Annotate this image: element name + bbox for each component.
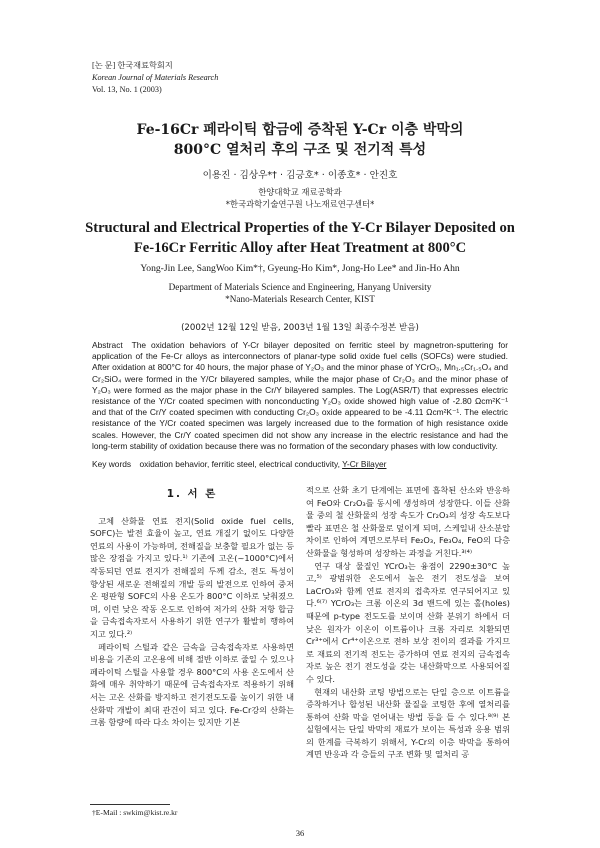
intro-paragraph-4: 연구 대상 물질인 YCrO₃는 융점이 2290±30°C 높고,⁵⁾ 광범위한 온도에서 높은 전기 전도성을 보여 LaCrO₃와 함께 연료 전지의 접촉자로 연구되어지고 있다.⁶⁽⁷⁾ YCrO₃는 크롬 이온의 3d 밴드에 있는 홀(holes) 때문에 p-type 전도도를 보이며 산화 분위기 하에서 더 낮은 원자가 이온이 이트륨이나 크롬 자리로 치환되면 Cr³⁺에서 Cr⁴⁺이온으로 전하 보상 전이의 결과를 가지므로 재료의 전기적 전도는 증가하며 연료 전지의 금속접속자로 높은 전기 전도성을 갖는 내산화막으로 사용되어질 수 있다. xyxy=(306,560,510,684)
keywords-label: Key words xyxy=(92,459,132,469)
page-number: 36 xyxy=(295,828,305,838)
intro-paragraph-2: 페라이틱 스틸과 같은 금속을 금속접속자로 사용하면 비용을 기존의 고온용에 비해 절반 이하로 줄일 수 있으나 페라이틱 스틸을 사용할 경우 800°C의 사용 온도에서 산화에 매우 취약하기 때문에 금속접속자로 적용하기 위해서는 고온 산화를 방지하고 전기전도도를 높이기 위한 내산화막 개발이 최대 관건이 되고 있다. Fe-Cr강의 산화는 크롬 함량에 따라 다소 차이는 있지만 기본 xyxy=(90,641,294,728)
korean-affiliation-1: 한양대학교 재료공학과 xyxy=(258,187,342,197)
abstract xyxy=(92,340,508,452)
english-title-line1: Structural and Electrical Properties of the Y-Cr Bilayer Deposited on xyxy=(85,220,515,236)
journal-korean-name: [논 문] 한국재료학회지 xyxy=(92,61,173,70)
body-column-left xyxy=(90,482,294,729)
intro-paragraph-5: 현재의 내산화 코팅 방법으로는 단일 층으로 이트륨을 증착하거나 합성된 내산화 물질을 코팅한 후에 열처리를 통하여 산화 막을 얻어내는 방법 등을 들 수 있다.⁸⁽⁹⁾ 본 실험에서는 단일 박막의 재료가 보이는 특성과 응용 범위의 한계를 극복하기 위해서, Y-Cr의 이층 박막을 통하여 계면 반응과 각 층들의 구조 변화 및 열처리 공 xyxy=(306,686,510,760)
english-affiliation-2: *Nano-Materials Research Center, KIST xyxy=(225,294,375,304)
english-authors: Yong-Jin Lee, SangWoo Kim*†, Gyeung-Ho Kim*, Jong-Ho Lee* and Jin-Ho Ahn xyxy=(140,263,460,274)
keywords-underlined: Y-Cr Bilayer xyxy=(342,459,387,469)
journal-volume: Vol. 13, No. 1 (2003) xyxy=(92,85,162,94)
keywords-text: oxidation behavior, ferritic steel, electrical conductivity, xyxy=(139,459,343,469)
korean-affiliation-2: *한국과학기술연구원 나노재료연구센터* xyxy=(225,199,375,209)
english-affiliation-1: Department of Materials Science and Engineering, Hanyang University xyxy=(168,282,432,292)
footnote-email: †E-Mail : swkim@kist.re.kr xyxy=(92,808,178,817)
section-heading-introduction: 1. 서 론 xyxy=(166,488,218,500)
korean-authors: 이용진 · 김상우*† · 김긍호* · 이종호* · 안진호 xyxy=(202,170,398,181)
korean-title-line1: Fe-16Cr 페라이틱 합금에 증착된 Y-Cr 이층 박막의 xyxy=(136,122,464,138)
korean-title-line2: 800°C 열처리 후의 구조 및 전기적 특성 xyxy=(173,142,427,158)
korean-affiliations xyxy=(0,186,600,210)
abstract-text: The oxidation behaviors of Y-Cr bilayer deposited on ferritic steel by magnetron-sputtering for application of the Fe-Cr alloys as interconnectors of planar-type solid oxide fuel cells (SOFCs) were studied. After oxidation at 800°C for 40 hours, the major phase of Y₂O₃ and the minor phase of YCrO₃, Mn₁.₅Cr₁.₅O₄ and Cr₂SiO₄ were formed in the Y/Cr bilayered samples, while the major phase of Cr₂O₃ and the minor phase of Y₂O₃ were formed as the major phase in the Cr/Y bilayered samples. The Log(ASR/T) that expresses electric resistance of the Y/Cr coated specimen with nonconducting Y₂O₃ oxide showed high value of -2.80 Ωcm²K⁻¹ and that of the Cr/Y coated specimen with conducting Cr₂O₃ oxide appeared to be -4.11 Ωcm²K⁻¹. The electric resistance of the Y/Cr coated specimen was largely increased due to the formation of high resistance oxide scales. However, the Cr/Y coated specimen did not show any increase in the electric resistance and had the long-term stability of oxidation because there was no formation of the secondary phases with low conductivity. xyxy=(92,340,508,451)
english-title xyxy=(0,218,600,258)
abstract-label: Abstract xyxy=(92,340,123,350)
keywords xyxy=(92,459,508,469)
intro-paragraph-1: 고체 산화물 연료 전지(Solid oxide fuel cells, SOFC)는 발전 효율이 높고, 연료 개질기 없이도 다양한 연료의 사용이 가능하며, 전해질을 보충할 필요가 없는 등 많은 장점을 가지고 있다.¹⁾ 기존에 고온(~1000°C)에서 작동되던 연료 전지가 전해질의 두께 감소, 전도 특성이 향상된 새로운 전해질의 개발 등의 발전으로 인하여 중저온 평판형 SOFC의 사용 온도가 800°C 이하로 낮춰졌으며, 이런 낮은 작동 온도로 인하여 저가의 산화 저항 합금을 금속접속자로서 사용하기 위한 연구가 활발히 행하여지고 있다.²⁾ xyxy=(90,515,294,639)
journal-header xyxy=(92,60,218,96)
journal-english-name: Korean Journal of Materials Research xyxy=(92,73,219,82)
intro-paragraph-3: 적으로 산화 초기 단계에는 표면에 흡착된 산소와 반응하여 FeO와 Cr₂O₃를 동시에 생성하며 성장한다. 이들 산화물 중의 철 산화물의 성장 속도가 Cr₂O₃의 성장 속도보다 빨라 표면은 철 산화물로 덮이게 되며, 스케일내 산소분압 차이로 인하여 계면으로부터 Fe₂O₃, Fe₃O₄, FeO의 다층 산화물을 형성하며 성장하는 과정을 거친다.³⁽⁴⁾ xyxy=(306,485,510,558)
korean-title xyxy=(0,120,600,160)
received-dates: (2002년 12월 12일 받음, 2003년 1월 13일 최종수정본 받음) xyxy=(181,323,419,333)
english-affiliations xyxy=(0,281,600,305)
body-column-right xyxy=(306,484,510,761)
footnote-divider xyxy=(90,804,170,805)
english-title-line2: Fe-16Cr Ferritic Alloy after Heat Treatment at 800°C xyxy=(133,240,467,256)
